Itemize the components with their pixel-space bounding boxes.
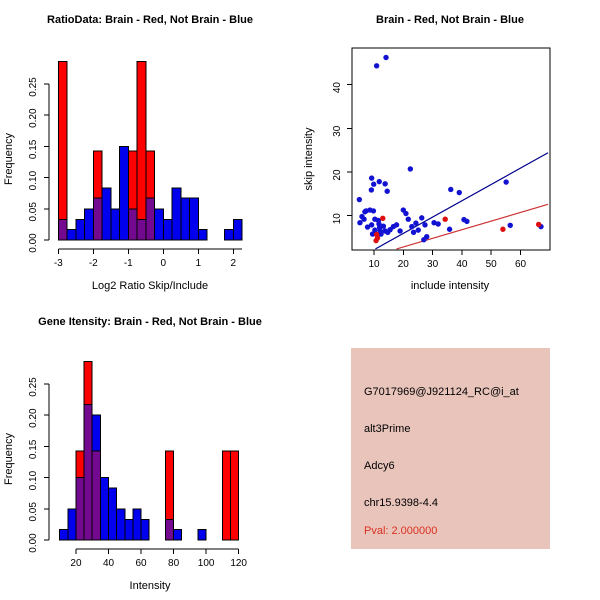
scatter-point-blue [409,224,414,229]
hist-bar-blue [163,219,172,240]
hist-bar-blue [92,415,100,451]
scatter-point-blue [447,227,452,232]
scatter-point-red [380,216,385,221]
y-tick-label: 0.25 [28,77,39,97]
scatter-point-blue [403,211,408,216]
hist-bar-blue [120,146,129,240]
hist-bar-overlap [84,405,92,540]
gene-hist-xlabel: Intensity [129,580,171,592]
ratio-hist-ylabel: Frequency [3,133,15,185]
x-tick-label: -3 [53,258,63,269]
scatter-point-blue [422,222,427,227]
scatter-point-blue [383,55,388,60]
hist-bar-blue [109,488,117,540]
x-tick-label: 40 [102,558,115,569]
hist-bar-blue [102,188,111,240]
scatter-xlabel: include intensity [410,280,490,292]
scatter-point-blue [369,222,374,227]
splice-type-text: alt3Prime [364,423,411,435]
scatter-point-blue [371,208,376,213]
hist-bar-blue [198,229,207,240]
y-tick-label: 0.00 [28,533,39,553]
probe-id-text: G7017969@J921124_RC@i_at [364,386,519,398]
hist-bar-blue [133,509,141,540]
scatter-point-blue [377,179,382,184]
y-tick-label: 0.15 [28,439,39,460]
y-tick-label: 0.10 [28,470,39,491]
scatter-point-red [500,227,505,232]
x-tick-label: 80 [168,558,180,569]
gene-hist-ylabel: Frequency [3,433,15,485]
hist-bar-overlap [165,519,173,540]
x-tick-label: 20 [397,259,409,270]
scatter-point-blue [382,181,387,186]
x-tick-label: -1 [123,258,133,269]
hist-bar-blue [125,519,133,540]
hist-bar-blue [172,188,181,240]
hist-bar-red [222,451,230,540]
panel-gene-histogram [0,300,300,600]
scatter-point-blue [371,182,376,187]
scatter-point-blue [369,175,374,180]
regression-line-blue [375,153,548,249]
scatter-point-blue [435,221,440,226]
scatter-point-blue [394,222,399,227]
scatter-title: Brain - Red, Not Brain - Blue [376,14,524,26]
hist-bar-red [84,362,92,405]
scatter-point-blue [374,63,379,68]
x-tick-label: 40 [456,259,468,270]
scatter-point-blue [357,197,362,202]
x-tick-label: 50 [485,259,497,270]
hist-bar-blue [233,219,242,240]
hist-bar-overlap [128,209,137,240]
y-tick-label: 0.05 [28,502,39,522]
hist-bar-red [58,62,67,220]
y-tick-label: 0.10 [28,170,39,191]
hist-bar-blue [225,229,234,240]
y-tick-label: 30 [332,125,343,137]
scatter-point-red [536,222,541,227]
x-tick-label: 100 [197,558,215,569]
x-tick-label: 10 [368,259,380,270]
y-tick-label: 0.20 [28,108,39,128]
hist-bar-red [137,62,146,220]
hist-bar-blue [141,519,149,540]
pval-text: Pval: 2.000000 [364,525,438,537]
scatter-point-blue [361,216,366,221]
hist-bar-overlap [92,451,100,540]
hist-bar-red [231,451,239,540]
hist-bar-overlap [146,198,155,240]
scatter-point-blue [508,223,513,228]
panel-intensity-scatter [300,0,600,300]
gene-info-box [351,348,550,549]
x-tick-label: 0 [160,258,167,269]
hist-bar-overlap [76,478,84,540]
scatter-point-blue [457,190,462,195]
scatter-point-blue [411,230,416,235]
hist-bar-overlap [93,198,102,240]
scatter-point-blue [419,215,424,220]
hist-bar-red [165,451,173,520]
scatter-point-blue [406,216,411,221]
gene-name-text: Adcy6 [364,460,395,472]
hist-bar-blue [190,198,199,240]
hist-bar-blue [198,529,206,540]
scatter-point-blue [362,209,367,214]
ratio-hist-xlabel: Log2 Ratio Skip/Include [91,280,209,292]
ratio-hist-title: RatioData: Brain - Red, Not Brain - Blue [47,14,253,26]
hist-bar-red [146,151,155,198]
hist-bar-blue [100,478,108,540]
scatter-point-blue [369,187,374,192]
scatter-point-blue [464,219,469,224]
gene-histogram-plot [0,300,300,600]
y-tick-label: 0.15 [28,139,39,160]
scatter-point-blue [503,179,508,184]
y-tick-label: 20 [332,169,343,181]
scatter-point-blue [357,220,362,225]
scatter-point-blue [381,223,386,228]
panel-ratio-histogram [0,0,300,300]
x-tick-label: 60 [135,558,147,569]
gene-hist-title: Gene Itensity: Brain - Red, Not Brain - Blue [38,316,262,328]
scatter-point-blue [416,227,421,232]
hist-bar-blue [111,209,120,240]
regression-line-red [397,204,548,249]
hist-bar-blue [155,209,164,240]
scatter-point-blue [397,228,402,233]
hist-bar-blue [174,529,182,540]
ratio-histogram-plot [0,0,300,300]
x-tick-label: -2 [88,258,98,269]
hist-bar-red [76,451,84,478]
chromosome-location-text: chr15.9398-4.4 [364,497,438,509]
y-tick-label: 0.20 [28,408,39,428]
hist-bar-overlap [137,219,146,240]
y-tick-label: 10 [332,213,343,225]
hist-bar-overlap [58,219,67,240]
intensity-scatter-plot [300,0,600,300]
scatter-point-blue [384,189,389,194]
scatter-point-red [442,216,447,221]
hist-bar-blue [67,229,76,240]
hist-bar-blue [117,509,125,540]
scatter-point-blue [421,237,426,242]
scatter-point-red [373,238,378,243]
hist-bar-blue [76,219,85,240]
scatter-ylabel: skip intensity [303,127,315,191]
x-tick-label: 20 [70,558,82,569]
hist-bar-red [128,151,137,209]
x-tick-label: 2 [230,258,237,269]
y-tick-label: 40 [332,82,343,94]
hist-bar-blue [181,198,190,240]
hist-bar-blue [60,529,68,540]
x-tick-label: 60 [514,259,527,270]
y-tick-label: 0.00 [28,233,39,253]
x-tick-label: 30 [427,259,439,270]
scatter-point-blue [408,166,413,171]
hist-bar-blue [68,509,76,540]
y-tick-label: 0.25 [28,377,39,397]
panel-gene-info [300,300,600,600]
hist-bar-red [93,151,102,198]
x-tick-label: 1 [195,258,202,269]
scatter-point-blue [448,187,453,192]
hist-bar-blue [85,209,94,240]
scatter-point-blue [413,220,418,225]
x-tick-label: 120 [230,558,248,569]
y-tick-label: 0.05 [28,202,39,222]
